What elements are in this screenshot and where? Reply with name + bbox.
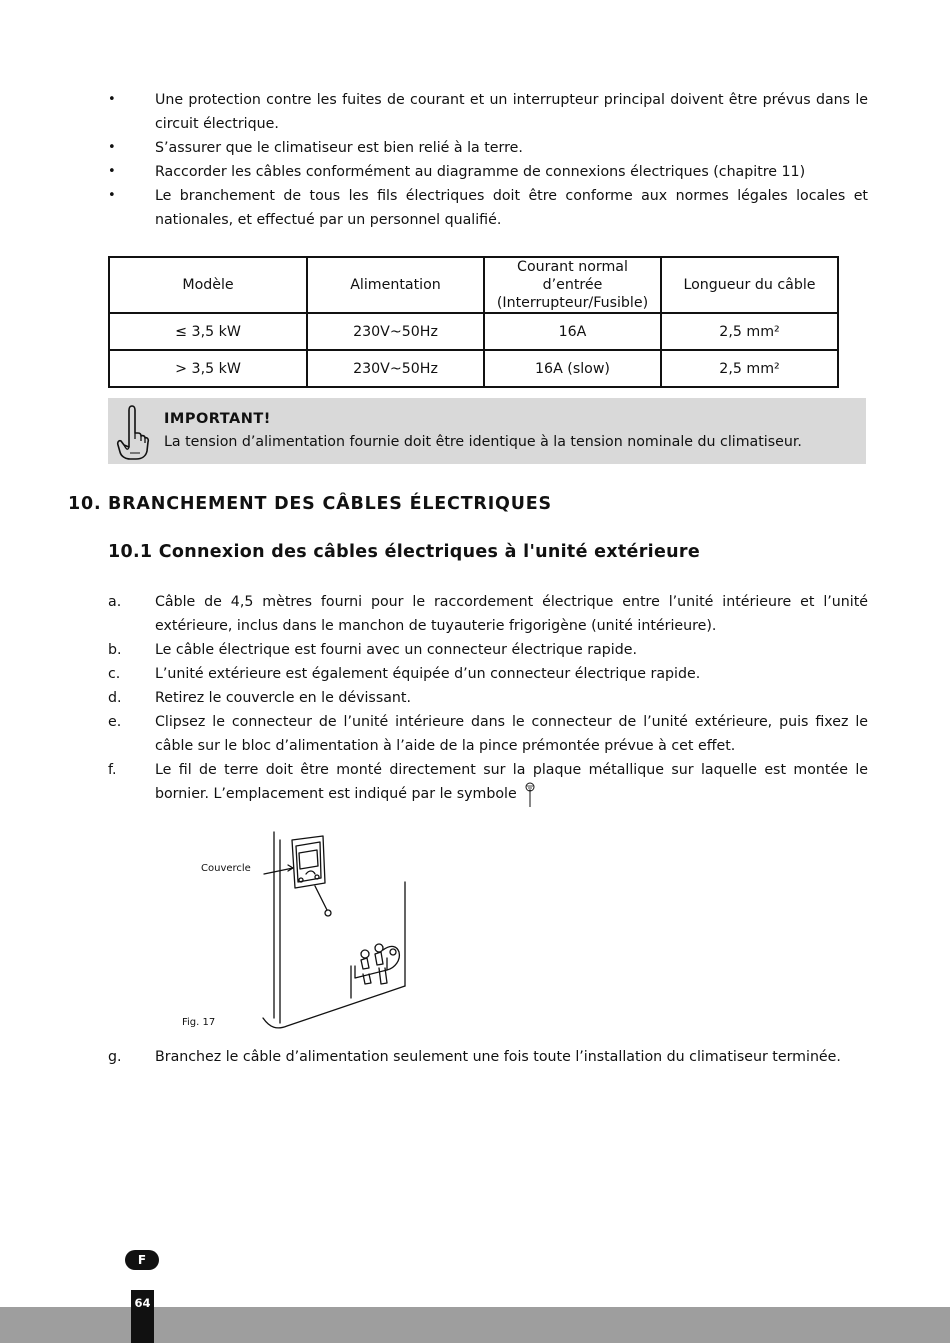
connection-diagram: [175, 828, 420, 1033]
list-item: e. Clipsez le connecteur de l’unité intérieure dans le connecteur de l’unité extérieure, puis fixez le câble sur le bloc d’alimentation à l’aide de la pince prémontée prévue à cet effet.: [108, 710, 868, 758]
header-line: (Interrupteur/Fusible): [496, 295, 649, 311]
cover-label: Couvercle: [201, 863, 251, 874]
list-item: c. L’unité extérieure est également équipée d’un connecteur électrique rapide.: [108, 662, 868, 686]
section-number: 10.: [68, 494, 102, 514]
table-header-row: [109, 257, 838, 313]
section-heading: [68, 494, 552, 514]
bullet-dot: •: [108, 92, 116, 107]
bullet-list: [108, 88, 868, 232]
step-letter: g.: [108, 1049, 122, 1065]
bullet-item: • Une protection contre les fuites de courant et un interrupteur principal doivent être prévus dans le circuit électrique.: [108, 88, 868, 136]
table-cell: 16A (slow): [484, 350, 661, 387]
bullet-dot: •: [108, 164, 116, 179]
step-list: [108, 590, 868, 808]
important-text: La tension d’alimentation fournie doit être identique à la tension nominale du climatiseur.: [164, 434, 802, 450]
table-cell: 2,5 mm²: [661, 350, 838, 387]
table-cell: 2,5 mm²: [661, 313, 838, 350]
table-cell: 16A: [484, 313, 661, 350]
table-cell: 230V~50Hz: [307, 313, 484, 350]
list-item: f. Le fil de terre doit être monté directement sur la plaque métallique sur laquelle est montée le bornier. L’emplacement est indiqué par le symbole: [108, 758, 868, 808]
header-line: Courant normal d’entrée: [517, 259, 628, 293]
power-spec-table: [108, 256, 839, 388]
figure-caption: Fig. 17: [182, 1017, 216, 1028]
ground-symbol-icon: [524, 782, 536, 808]
important-title: IMPORTANT!: [164, 411, 271, 427]
header-cell: [484, 257, 661, 313]
header-cell: Alimentation: [307, 257, 484, 313]
table-row: [109, 313, 838, 350]
subsection-heading: 10.1 Connexion des câbles électriques à l'unité extérieure: [108, 542, 700, 562]
table-row: [109, 350, 838, 387]
bullet-item: • Raccorder les câbles conformément au diagramme de connexions électriques (chapitre 11): [108, 160, 868, 184]
list-item: g. Branchez le câble d’alimentation seulement une fois toute l’installation du climatiseur terminée.: [108, 1045, 868, 1069]
table-cell: > 3,5 kW: [109, 350, 307, 387]
page-number: 64: [131, 1290, 154, 1343]
header-cell: Longueur du câble: [661, 257, 838, 313]
table-cell: ≤ 3,5 kW: [109, 313, 307, 350]
pointing-hand-icon: [114, 403, 150, 461]
bullet-dot: •: [108, 188, 116, 203]
bullet-item: • Le branchement de tous les fils électriques doit être conforme aux normes légales locales et nationales, et effectué par un personnel qualifié.: [108, 184, 868, 232]
step-letter: a.: [108, 594, 122, 610]
step-letter: c.: [108, 666, 121, 682]
step-letter: b.: [108, 642, 122, 658]
list-item: d. Retirez le couvercle en le dévissant.: [108, 686, 868, 710]
step-letter: f.: [108, 762, 117, 778]
bullet-item: • S’assurer que le climatiseur est bien relié à la terre.: [108, 136, 868, 160]
list-item: a. Câble de 4,5 mètres fourni pour le raccordement électrique entre l’unité intérieure et l’unité extérieure, inclus dans le manchon de tuyauterie frigorigène (unité intérieure).: [108, 590, 868, 638]
step-letter: e.: [108, 714, 122, 730]
header-cell: Modèle: [109, 257, 307, 313]
section-title: BRANCHEMENT DES CÂBLES ÉLECTRIQUES: [108, 494, 552, 514]
important-notice: [108, 398, 866, 464]
table-cell: 230V~50Hz: [307, 350, 484, 387]
step-letter: d.: [108, 690, 122, 706]
step-list-final: [108, 1045, 868, 1069]
list-item: b. Le câble électrique est fourni avec un connecteur électrique rapide.: [108, 638, 868, 662]
language-badge: F: [125, 1250, 159, 1270]
bullet-dot: •: [108, 140, 116, 155]
